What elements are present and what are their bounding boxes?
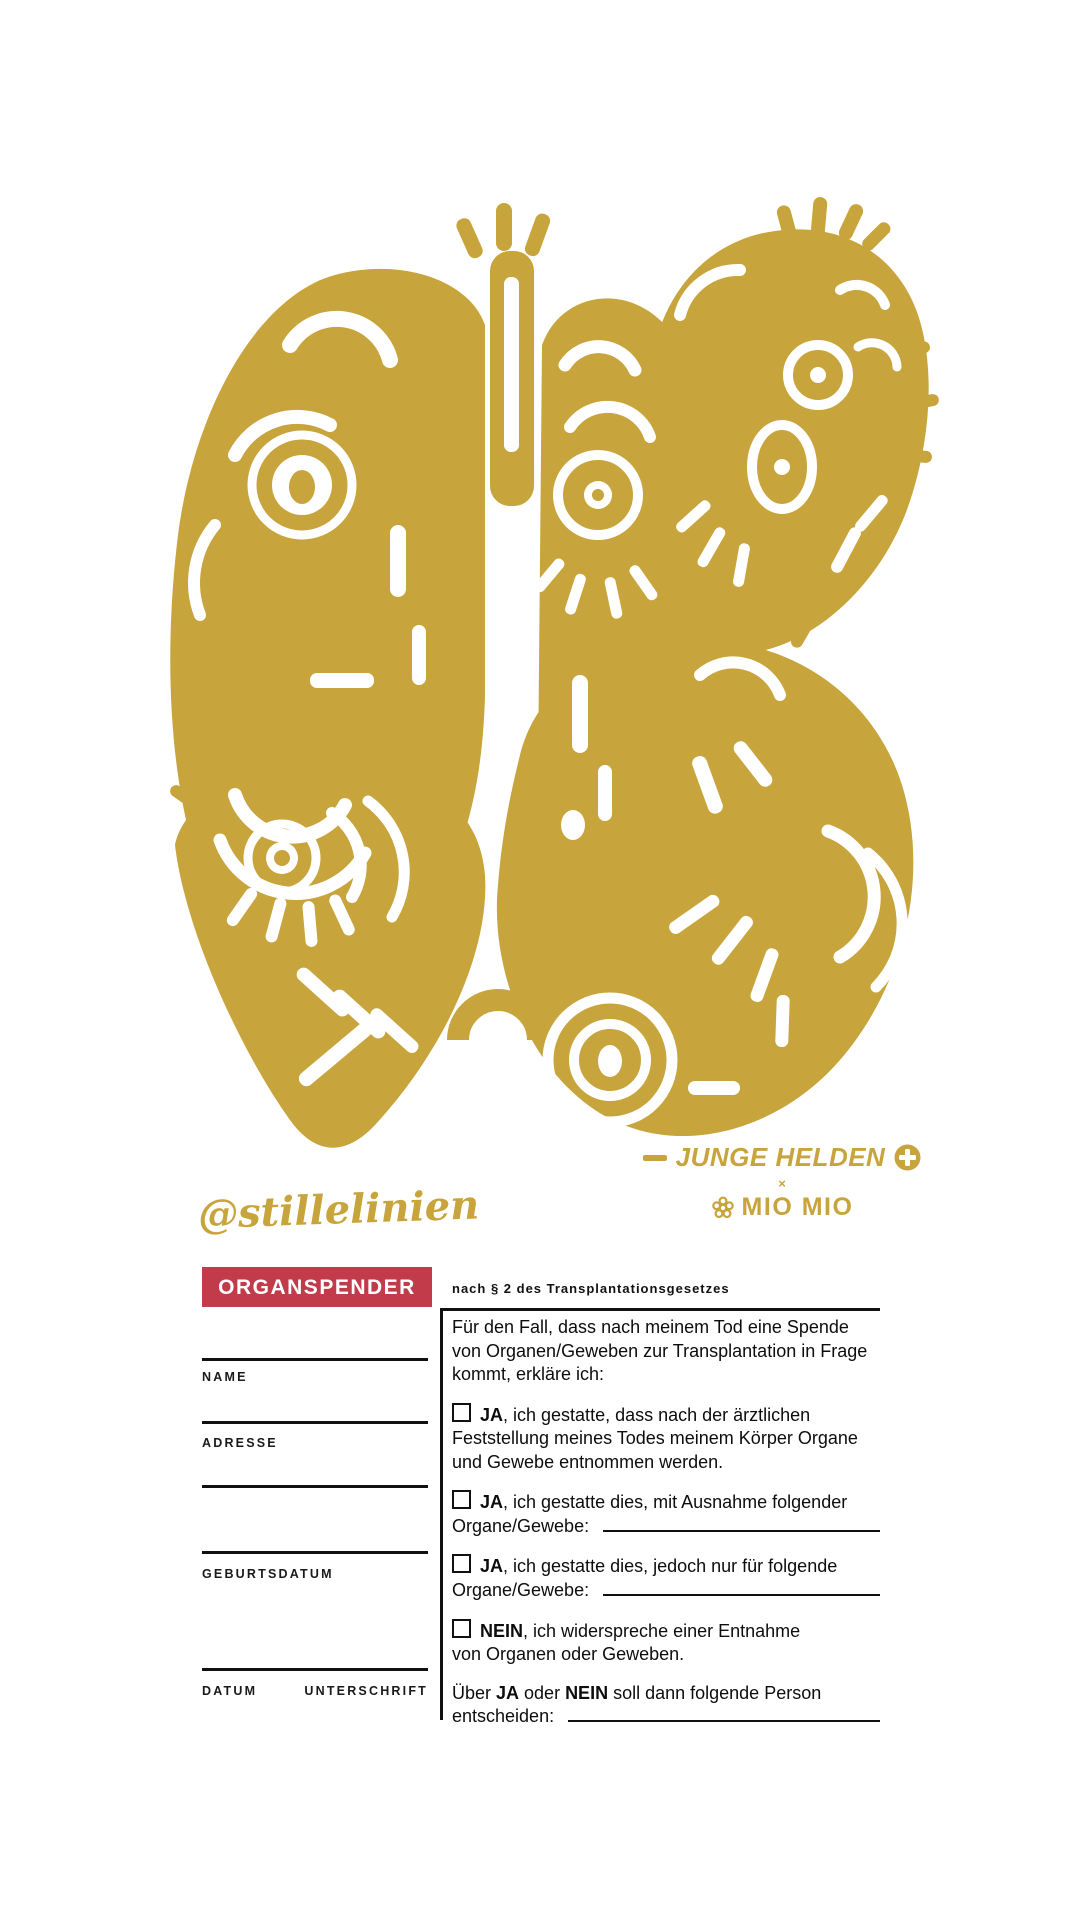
option-text: , ich gestatte dies, mit Ausnahme folgender (503, 1492, 848, 1512)
intro-line-1: Für den Fall, dass nach meinem Tod eine Spende (452, 1317, 849, 1337)
unterschrift-label: UNTERSCHRIFT (304, 1684, 428, 1698)
option-text: , ich gestatte dies, jedoch nur für folgende (503, 1556, 838, 1577)
adresse-write-line-2[interactable] (202, 1485, 428, 1488)
option-ja-only-following (452, 1553, 880, 1602)
footer-text: soll dann folgende Person (608, 1682, 822, 1703)
brand-lockup (640, 1142, 924, 1222)
option-bold: JA (480, 1404, 504, 1425)
collab-x: × (778, 1176, 786, 1191)
delegate-person-write-line[interactable] (568, 1705, 880, 1722)
checkbox-ja-only-following[interactable] (452, 1554, 471, 1573)
adresse-label: ADRESSE (202, 1436, 278, 1450)
brand-mio-mio: MIO MIO (741, 1193, 854, 1221)
option-ja-with-exceptions (452, 1489, 880, 1538)
datum-label: DATUM (202, 1684, 258, 1698)
dash-icon (643, 1155, 667, 1161)
name-write-line[interactable] (202, 1358, 428, 1361)
exceptions-write-line[interactable] (603, 1515, 880, 1532)
option-text: Organe/Gewebe: (452, 1515, 590, 1536)
brand-junge-helden: JUNGE HELDEN (675, 1142, 886, 1172)
option-bold: NEIN (480, 1620, 524, 1641)
footer-bold: JA (496, 1682, 520, 1703)
checkbox-ja-with-exceptions[interactable] (452, 1490, 471, 1509)
option-text: , ich gestatte, dass nach der ärztlichen (503, 1404, 811, 1425)
name-label: NAME (202, 1370, 248, 1384)
mio-mio-row (640, 1193, 924, 1222)
header-rule (443, 1308, 880, 1311)
footer-text: entscheiden: (452, 1706, 555, 1727)
option-ja-full-consent (452, 1402, 880, 1475)
organs-folk-art-illustration (140, 195, 940, 1180)
option-text: Organe/Gewebe: (452, 1580, 590, 1601)
delegate-decision (452, 1682, 880, 1729)
footer-text: Über (452, 1682, 497, 1703)
junge-helden-row (640, 1142, 924, 1173)
footer-text: oder (519, 1682, 566, 1703)
option-text: , ich widerspreche einer Entnahme (523, 1620, 801, 1641)
law-reference: nach § 2 des Transplantationsgesetzes (452, 1281, 730, 1296)
option-bold: JA (480, 1556, 504, 1577)
option-bold: JA (480, 1492, 504, 1512)
footer-bold: NEIN (565, 1682, 609, 1703)
intro-text (452, 1316, 880, 1387)
adresse-write-line[interactable] (202, 1421, 428, 1424)
organspender-badge: ORGANSPENDER (202, 1267, 432, 1307)
option-nein (452, 1618, 880, 1667)
checkbox-ja-full-consent[interactable] (452, 1403, 471, 1422)
plus-circle-icon (894, 1144, 921, 1171)
option-text: von Organen oder Geweben. (452, 1644, 685, 1665)
checkbox-nein[interactable] (452, 1619, 471, 1638)
column-divider (440, 1308, 443, 1720)
artist-credit: @stillelinien (197, 1181, 480, 1239)
datum-unterschrift-labels (202, 1684, 428, 1698)
geburtsdatum-label: GEBURTSDATUM (202, 1567, 334, 1581)
declaration-column (452, 1316, 880, 1744)
intro-line-3: kommt, erkläre ich: (452, 1364, 605, 1384)
geburtsdatum-write-line[interactable] (202, 1551, 428, 1554)
option-text: Feststellung meines Todes meinem Körper Organe (452, 1428, 858, 1448)
intro-line-2: von Organen/Geweben zur Transplantation in Frage (452, 1340, 868, 1361)
option-text: und Gewebe entnommen werden. (452, 1451, 724, 1472)
flower-icon (711, 1196, 735, 1220)
datum-unterschrift-write-line[interactable] (202, 1668, 428, 1671)
only-following-write-line[interactable] (603, 1579, 880, 1596)
